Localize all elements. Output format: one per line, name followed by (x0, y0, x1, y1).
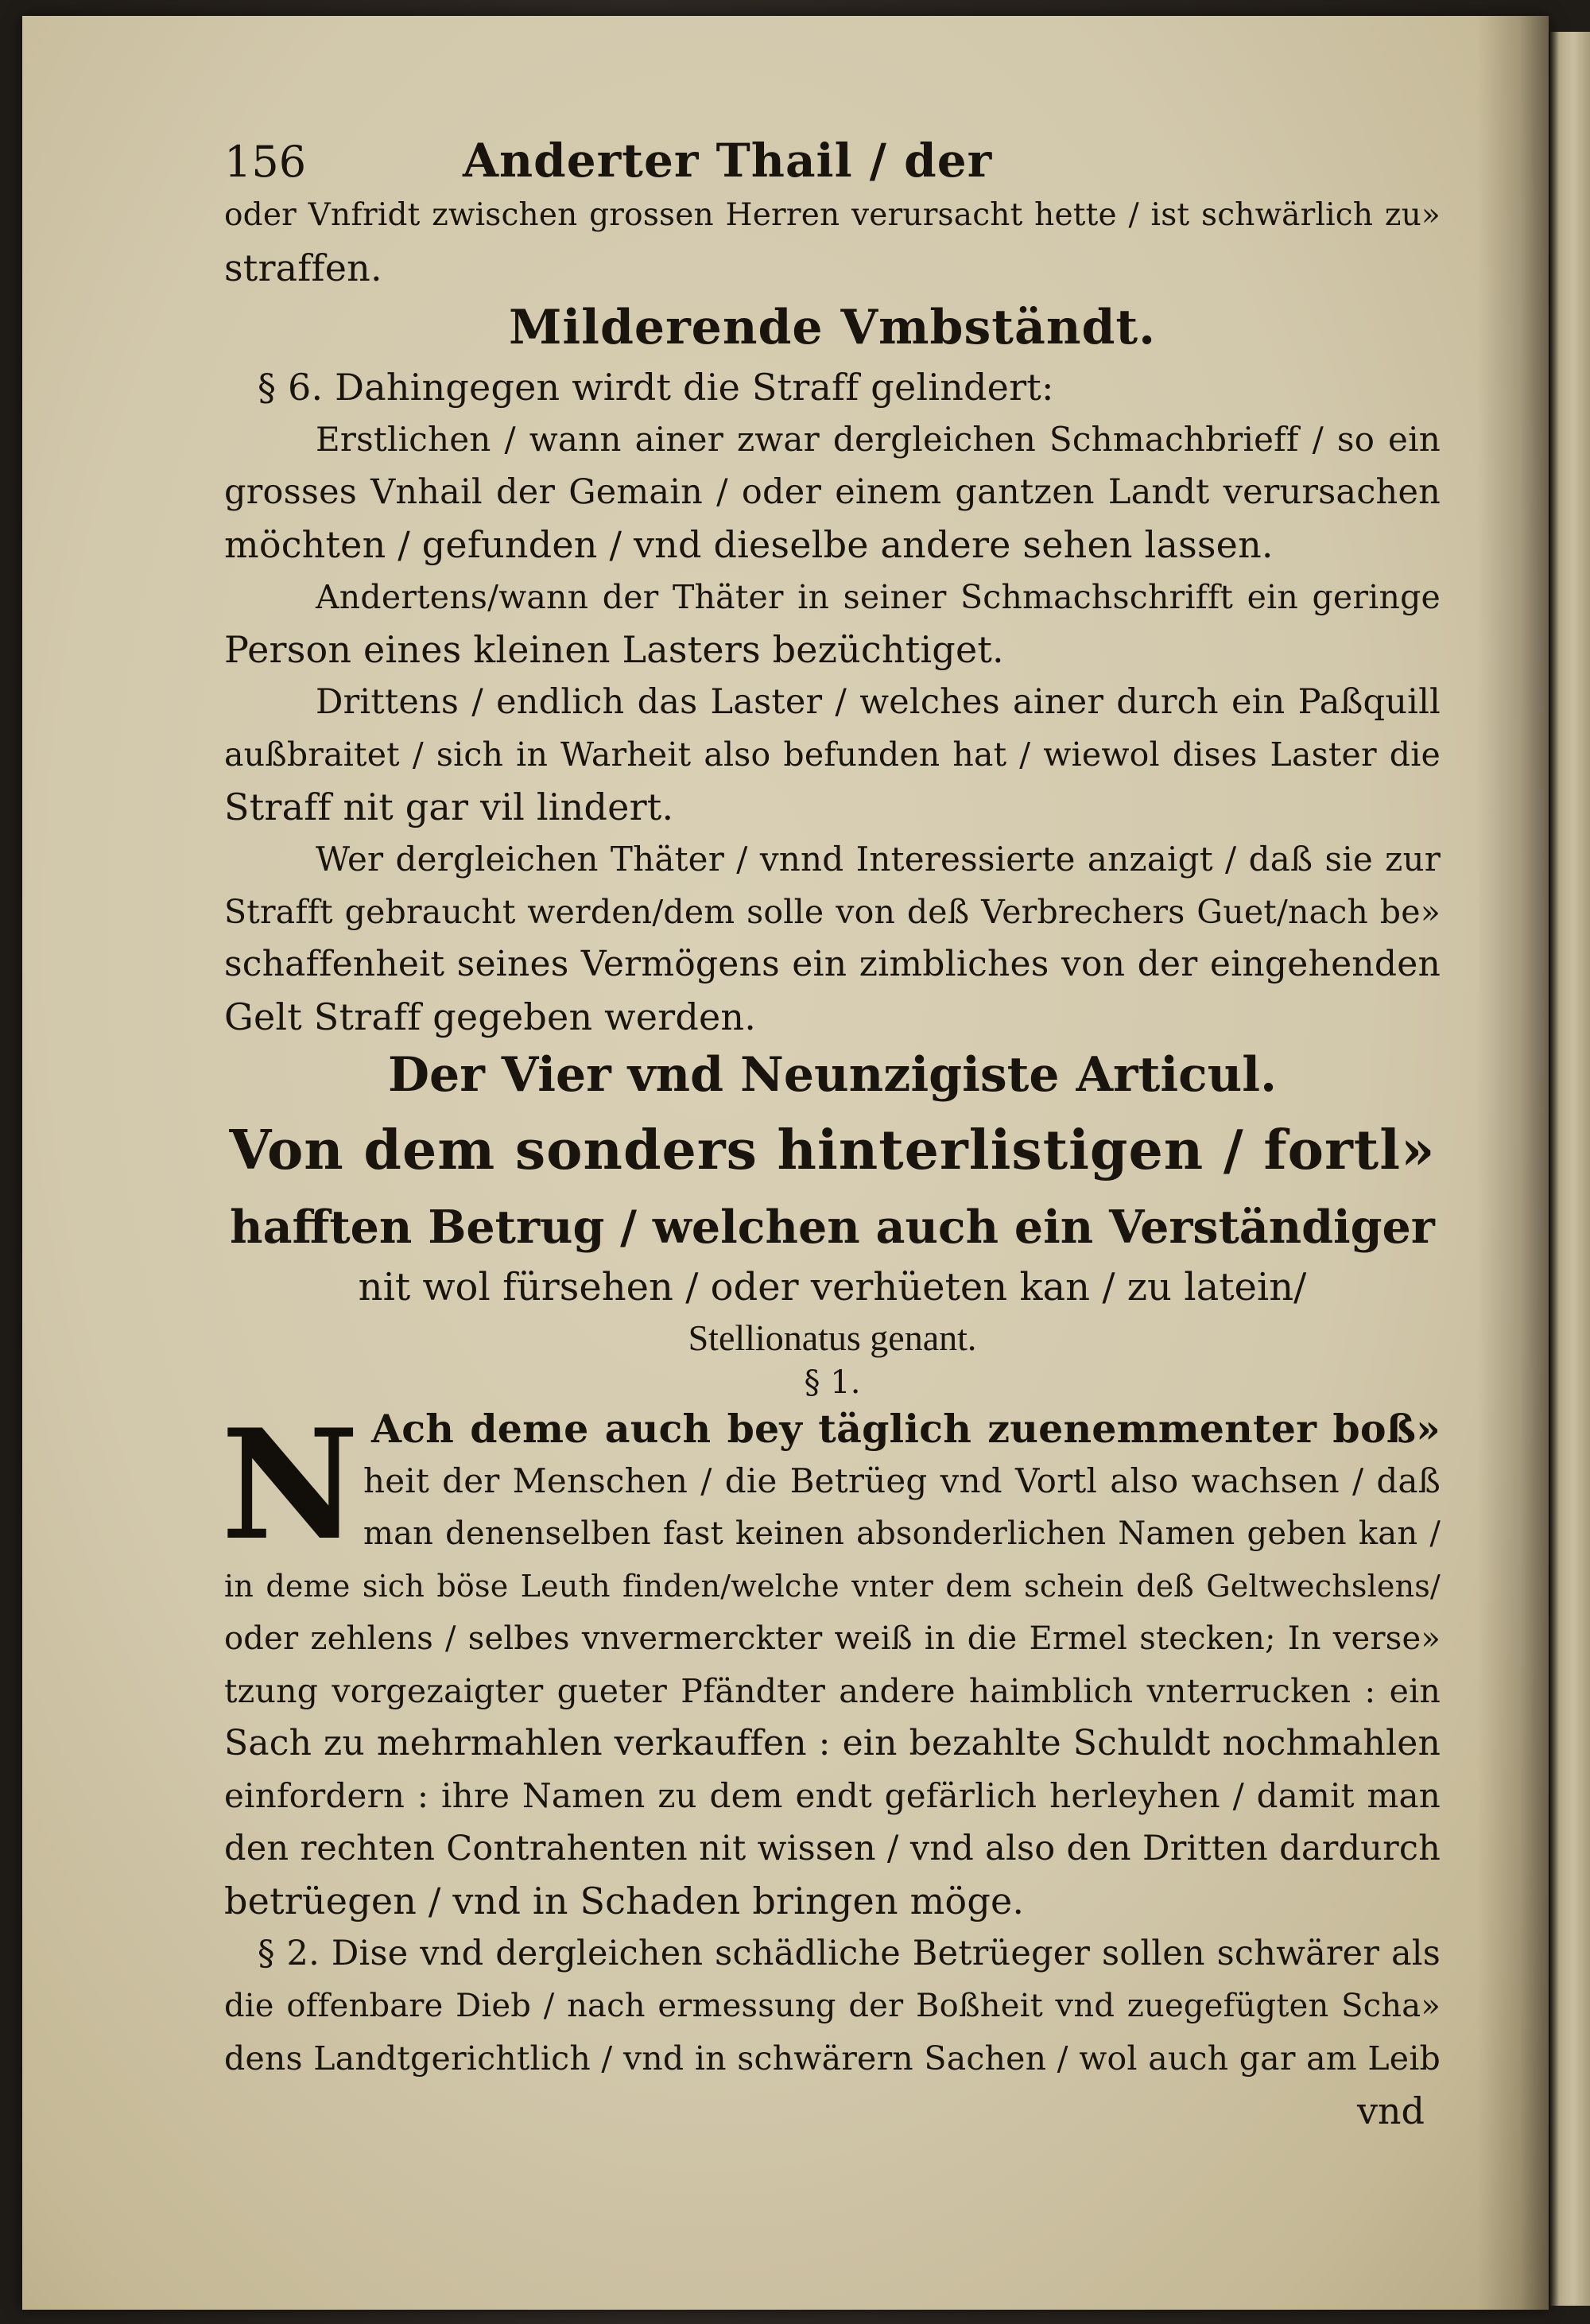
text-line: oder Vnfridt zwischen grossen Herren verursacht hette / ist schwärlich zu» (224, 197, 1441, 233)
text-line: dens Landtgerichtlich / vnd in schwärern Sachen / wol auch gar am Leib (224, 2039, 1441, 2078)
text-line: möchten / gefunden / vnd dieselbe andere sehen lassen. (224, 523, 1274, 566)
section-6-heading: § 6. Dahingegen wirdt die Straff gelindert: (258, 366, 1054, 409)
text-line: Wer dergleichen Thäter / vnnd Interessierte anzaigt / daß sie zur (316, 840, 1441, 879)
section-2-heading: § 2. Dise vnd dergleichen schädliche Betrüeger sollen schwärer als (258, 1934, 1441, 1973)
article-title-line-1: Von dem sonders hinterlistigen / fortl» (229, 1119, 1436, 1182)
text-line: außbraitet / sich in Warheit also befunden hat / wiewol dises Laster die (224, 735, 1441, 774)
text-line: Person eines kleinen Lasters bezüchtiget. (224, 628, 1004, 671)
catchword: vnd (1356, 2089, 1425, 2132)
section-1-mark: § 1. (804, 1364, 861, 1401)
article-title-line-3: nit wol fürsehen / oder verhüeten kan / zu latein/ (358, 1265, 1307, 1309)
text-line: in deme sich böse Leuth finden/welche vnter dem schein deß Geltwechslens/ (224, 1569, 1441, 1604)
text-line: man denenselben fast keinen absonderlichen Namen geben kan / (363, 1515, 1441, 1552)
subheading: Milderende Vmbständt. (508, 300, 1157, 355)
text-line: oder zehlens / selbes vnvermerckter weiß in die Ermel stecken; In verse» (224, 1620, 1441, 1657)
text-line: tzung vorgezaigter gueter Pfändter andere haimblich vnterrucken : ein (224, 1672, 1441, 1710)
text-line: einfordern : ihre Namen zu dem endt gefärlich herleyhen / damit man (224, 1776, 1441, 1815)
text-line: Drittens / endlich das Laster / welches ainer durch ein Paßquill (316, 682, 1441, 722)
running-head: Anderter Thail / der (463, 134, 993, 188)
page-text (221, 134, 1441, 2137)
text-line: straffen. (224, 246, 382, 289)
page-number: 156 (224, 137, 307, 187)
text-line: Andertens/wann der Thäter in seiner Schmachschrifft ein geringe (316, 578, 1441, 616)
text-line: Sach zu mehrmahlen verkauffen : ein bezahlte Schuldt nochmahlen (224, 1723, 1441, 1763)
text-line: betrüegen / vnd in Schaden bringen möge. (224, 1880, 1025, 1922)
text-line: grosses Vnhail der Gemain / oder einem gantzen Landt verursachen (224, 472, 1441, 512)
section-1 (221, 1396, 1441, 1927)
article-title-latin: Stellionatus genant. (688, 1317, 977, 1358)
text-line: Ach deme auch bey täglich zuenemmenter boß» (371, 1406, 1441, 1452)
page-gutter-shadow (1477, 16, 1549, 2310)
text-line: Gelt Straff gegeben werden. (224, 995, 757, 1038)
drop-cap-initial: N (221, 1396, 359, 1573)
article-title-line-2: hafften Betrug / welchen auch ein Verständiger (230, 1201, 1435, 1254)
text-line: Strafft gebraucht werden/dem solle von deß Verbrechers Guet/nach be» (224, 893, 1441, 931)
article-heading: Der Vier vnd Neunzigiste Articul. (388, 1047, 1277, 1103)
text-line: heit der Menschen / die Betrüeg vnd Vortl also wachsen / daß (363, 1461, 1441, 1500)
page-header (224, 134, 1441, 189)
text-line: Erstlichen / wann ainer zwar dergleichen Schmachbrieff / so ein (316, 420, 1441, 459)
text-line: den rechten Contrahenten nit wissen / vnd also den Dritten dardurch (224, 1829, 1441, 1868)
text-line: schaffenheit seines Vermögens ein zimbliches von der eingehenden (224, 944, 1441, 984)
next-page-edge (1549, 32, 1590, 2306)
text-line: die offenbare Dieb / nach ermessung der Boßheit vnd zuegefügten Scha» (224, 1988, 1441, 2024)
text-line: Straff nit gar vil lindert. (224, 786, 674, 828)
